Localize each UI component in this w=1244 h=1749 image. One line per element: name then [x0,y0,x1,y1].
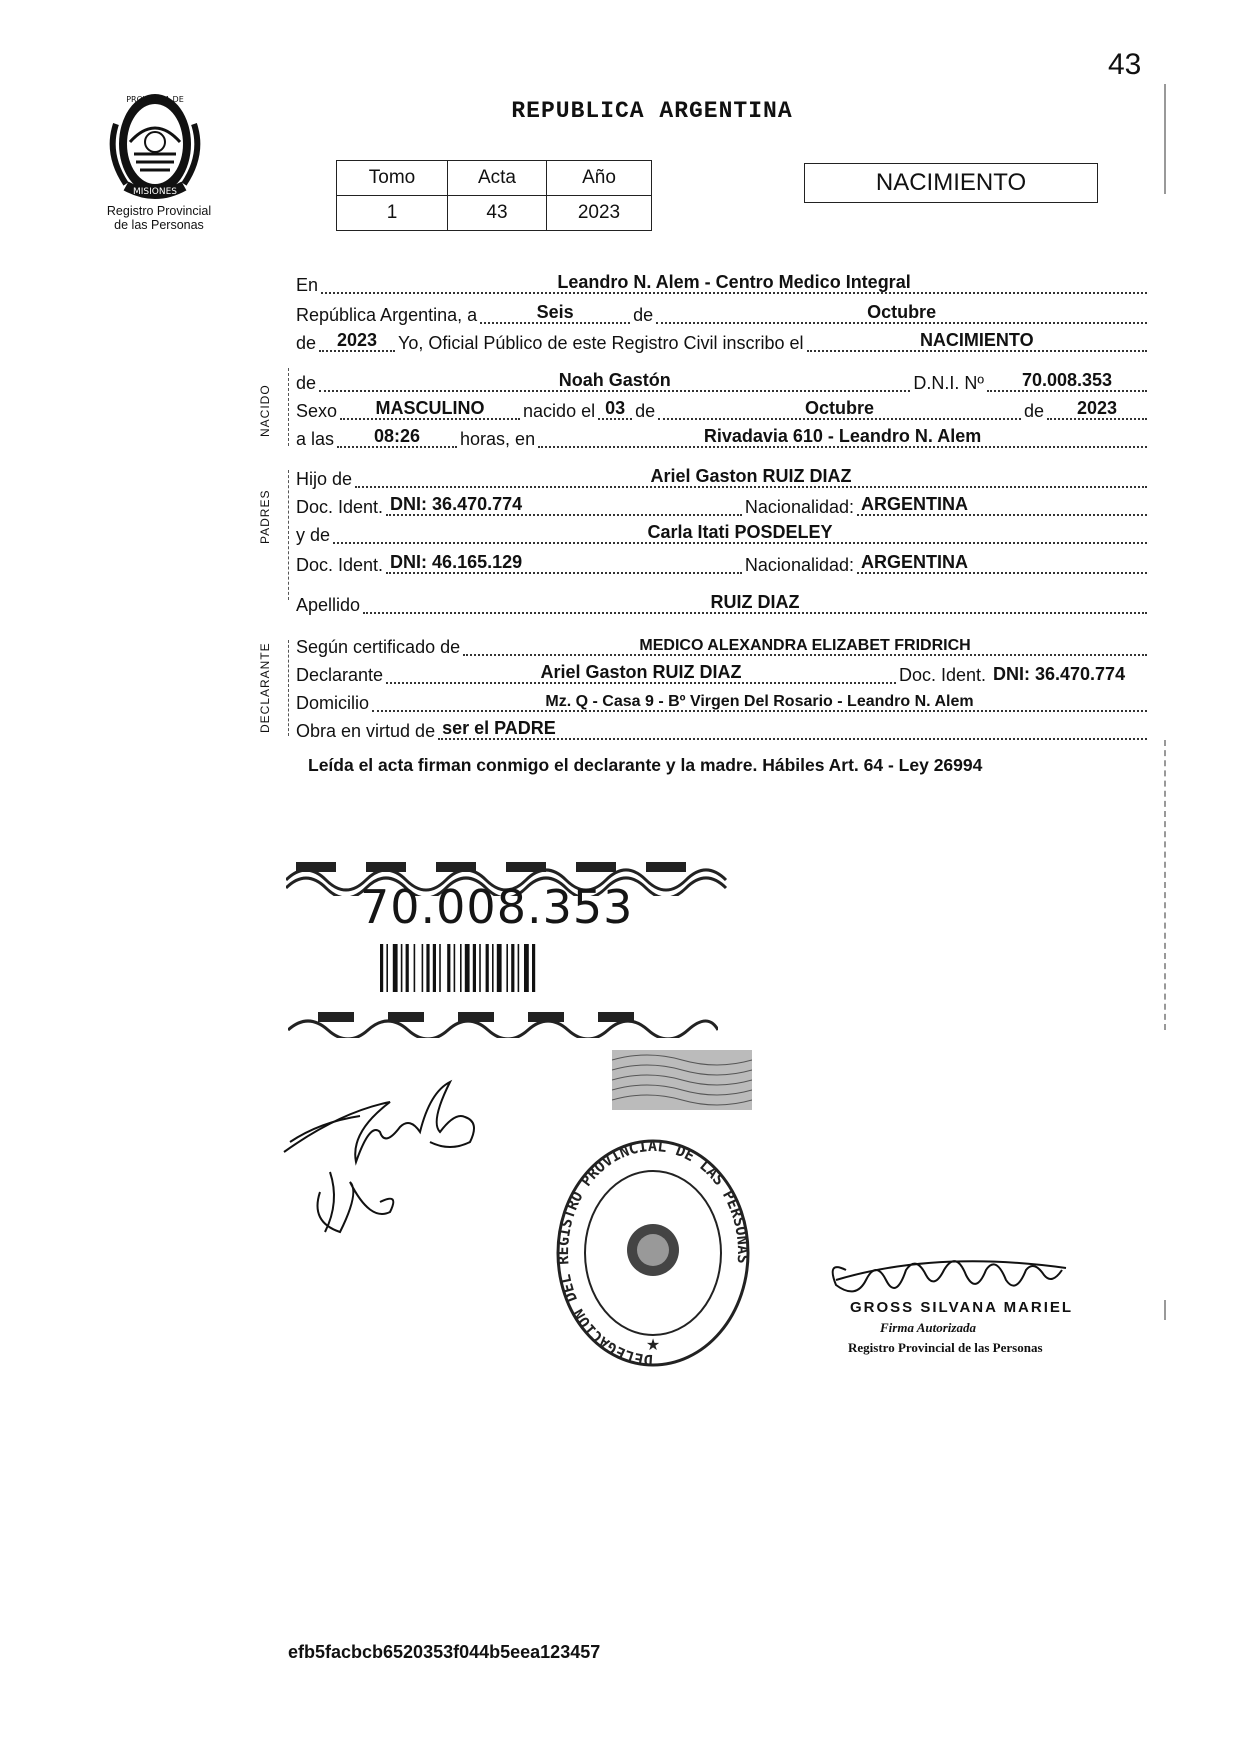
value-declarante: Ariel Gaston RUIZ DIAZ [540,662,742,682]
value-dia-nacimiento: 03 [605,398,626,418]
value-anio-inscripcion: 2023 [337,330,378,350]
declarant-signature [280,1072,500,1242]
label-sexo: Sexo [296,401,338,421]
row-apellido [296,588,1150,618]
label-domicilio: Domicilio [296,693,370,713]
value-dia-inscripcion: Seis [536,302,574,322]
label-nacionalidad-2: Nacionalidad: [744,555,854,575]
provincial-seal-logo [96,84,214,207]
label-segun-certificado: Según certificado de [296,637,461,657]
closing-text: Leída el acta firman conmigo el declarante y la madre. Hábiles Art. 64 - Ley 26994 [308,755,983,775]
value-padre-nacionalidad: ARGENTINA [861,494,968,514]
row-obra-en-virtud [296,714,1150,744]
value-apellido: RUIZ DIAZ [710,592,800,612]
round-official-seal [548,1130,758,1380]
label-de-5: de [1023,401,1044,421]
registry-table [336,160,652,231]
label-hijo-de: Hijo de [296,469,353,489]
label-dni: D.N.I. Nº [913,373,984,393]
field-anio-inscripcion [319,320,395,352]
large-dni-number: 70.008.353 [360,880,634,934]
field-lugar [321,262,1147,294]
svg-text:★: ★ [645,1337,661,1354]
row-hora-lugar [296,422,1150,452]
act-type-box: NACIMIENTO [804,163,1098,203]
value-madre-doc: DNI: 46.165.129 [390,552,523,572]
value-obra-en-virtud: ser el PADRE [442,718,556,738]
value-anio-nacimiento: 2023 [1076,398,1118,418]
section-label-padres: PADRES [258,489,272,545]
field-madre-nacionalidad [857,542,1147,574]
value-declarante-doc: DNI: 36.470.774 [993,664,1126,684]
document-title: REPUBLICA ARGENTINA [511,98,793,124]
label-doc-ident-1: Doc. Ident. [296,497,384,517]
value-tipo-acta: NACIMIENTO [919,330,1034,350]
label-declarante: Declarante [296,665,384,685]
round-seal-text: DELEGACION DEL REGISTRO PROVINCIAL DE LAS PERSONAS [553,1136,753,1370]
value-domicilio: Mz. Q - Casa 9 - Bº Virgen Del Rosario - Leandro N. Alem [545,693,974,710]
registry-value-anio: 2023 [547,196,652,231]
section-label-nacido: NACIDO [258,384,272,438]
margin-mark [1164,1300,1166,1320]
field-lugar-nacimiento [538,416,1147,448]
logo-caption-line2: de las Personas [114,218,204,232]
hologram-patch [612,1050,752,1110]
section-divider-nacido [288,368,289,446]
seal-text-top: PROVINCIA DE [126,95,184,104]
label-doc-ident-3: Doc. Ident. [898,665,986,685]
label-en: En [296,275,319,295]
label-de-4: de [635,401,656,421]
signatory-role: Firma Autorizada [880,1320,976,1335]
security-band-bottom [288,1008,718,1038]
field-hora [337,416,457,448]
label-yo-oficial: Yo, Oficial Público de este Registro Civil inscribo el [398,333,804,353]
label-nacionalidad-1: Nacionalidad: [744,497,854,517]
field-tipo-acta [807,320,1147,352]
section-label-declarante: DECLARANTE [258,642,272,734]
margin-mark [1164,84,1166,194]
signatory-organization: Registro Provincial de las Personas [848,1340,1043,1355]
label-doc-ident-2: Doc. Ident. [296,555,384,575]
logo-caption [84,204,234,232]
registry-value-tomo: 1 [337,196,448,231]
value-nombre: Noah Gastón [558,370,671,390]
value-madre-nacionalidad: ARGENTINA [861,552,968,572]
registry-header-row [337,161,652,196]
field-madre [333,512,1147,544]
margin-mark [1164,740,1166,1030]
registry-value-row [337,196,652,231]
label-de-2: de [296,333,317,353]
value-dni: 70.008.353 [1021,370,1113,390]
value-mes-inscripcion: Octubre [867,302,937,322]
field-madre-doc [386,542,742,574]
label-apellido: Apellido [296,595,361,615]
label-obra-en-virtud: Obra en virtud de [296,721,436,741]
value-certificado: MEDICO ALEXANDRA ELIZABET FRIDRICH [639,637,971,654]
label-de-3: de [296,373,317,393]
value-sexo: MASCULINO [375,398,485,418]
barcode [380,944,600,992]
row-tipo-acta [296,326,1150,356]
value-hora: 08:26 [374,426,421,446]
section-divider-padres [288,470,289,600]
page-number: 43 [1108,48,1142,81]
seal-text-bottom: MISIONES [132,187,178,197]
signatory-name: GROSS SILVANA MARIEL [850,1299,1074,1316]
value-padre-doc: DNI: 36.470.774 [390,494,523,514]
registry-header-acta: Acta [448,161,547,196]
label-republica: República Argentina, a [296,305,478,325]
field-obra-en-virtud [438,708,1147,740]
label-y-de: y de [296,525,331,545]
registry-value-acta: 43 [448,196,547,231]
label-horas-en: horas, en [460,429,536,449]
document-hash: efb5facbcb6520353f044b5eea123457 [288,1642,601,1662]
logo-caption-line1: Registro Provincial [106,204,212,218]
label-a-las: a las [296,429,335,449]
value-mes-nacimiento: Octubre [805,398,875,418]
row-madre-doc [296,548,1150,578]
value-padre: Ariel Gaston RUIZ DIAZ [650,466,852,486]
value-lugar-nacimiento: Rivadavia 610 - Leandro N. Alem [703,426,982,446]
registry-header-anio: Año [547,161,652,196]
section-divider-declarante [288,640,289,736]
authorized-signature [816,1240,1076,1304]
field-apellido [363,582,1147,614]
label-de-1: de [633,305,654,325]
field-dia-inscripcion [480,292,630,324]
value-lugar: Leandro N. Alem - Centro Medico Integral [557,272,911,292]
value-madre: Carla Itati POSDELEY [647,522,833,542]
label-nacido-el: nacido el [523,401,596,421]
registry-header-tomo: Tomo [337,161,448,196]
